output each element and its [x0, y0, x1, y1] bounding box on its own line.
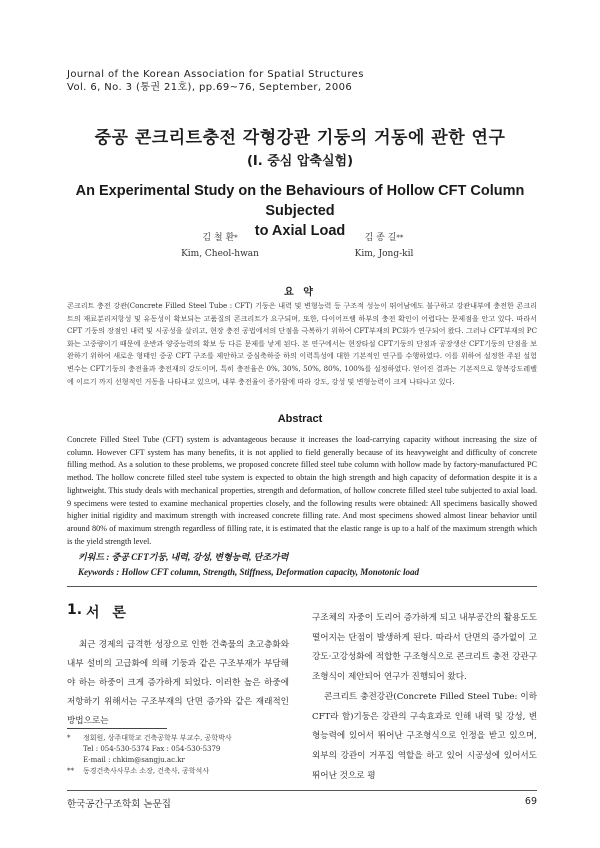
journal-header [67, 68, 364, 94]
section-1-title: 서 론 [86, 605, 130, 621]
footer-journal: 한국공간구조학회 논문집 [67, 799, 171, 810]
title-english-line-1: An Experimental Study on the Behaviours of Hollow CFT Column Subjected [75, 183, 525, 219]
footer-rule [67, 790, 537, 791]
abstract-ko-heading: 요 약 [284, 287, 316, 298]
abstract-en-heading: Abstract [277, 413, 323, 425]
journal-issue: Vol. 6, No. 3 (통권 21호), pp.69~76, September, 2006 [67, 82, 353, 93]
footnote-1-mark: * [67, 734, 71, 742]
author-2-mark: ** [396, 234, 404, 242]
author-1 [170, 230, 270, 262]
footnote-1-line-1: 정회원, 상주대학교 건축공학부 부교수, 공학박사 [83, 734, 232, 742]
body-right-column [312, 609, 537, 786]
title-english [70, 181, 530, 241]
footnote-rule [67, 728, 167, 729]
author-1-name-en: Kim, Cheol-hwan [181, 249, 259, 259]
journal-name: Journal of the Korean Association for Spatial Structures [67, 69, 364, 80]
author-2-name-ko: 김 종 길 [364, 233, 397, 243]
footnote-1-line-2: Tel : 054-530-5374 Fax : 054-530-5379 [83, 745, 221, 753]
page-number: 69 [524, 796, 537, 807]
title-english-line-2: to Axial Load [254, 223, 346, 239]
footnote-2-line-1: 동경건축사사무소 소장, 건축사, 공학석사 [83, 767, 210, 775]
keywords-korean: 키워드 : 중공 CFT기둥, 내력, 강성, 변형능력, 단조가력 [78, 552, 289, 562]
footnote-1-line-3: E-mail : chkim@sangju.ac.kr [83, 756, 185, 764]
body-right-paragraph-2: 콘크리트 충전강관(Concrete Filled Steel Tube: 이하 CFT라 함)기둥은 강관의 구속효과로 인해 내력 및 강성, 변형능력에 있어서 뛰어난 구조형식으로 인정을 받고 있으며, 외부의 강관이 거푸집 역할을 하고 있어 시공성에 있어서도 뛰어난 것으로 평 [312, 691, 537, 781]
title-korean: 중공 콘크리트충전 각형강관 기둥의 거동에 관한 연구 [94, 128, 506, 148]
abstract-ko-text: 콘크리트 충전 강관(Concrete Filled Steel Tube : CFT) 기둥은 내력 및 변형능력 등 구조적 성능이 뛰어남에도 불구하고 강관내부에 충전한 콘크리트의 재료분리저항성 및 유동성이 확보되는 고품질의 콘크리트가 요구되며, 또한, 다이어프램 하부의 충전 확인이 어렵다는 문제점을 안고 있다. 따라서 CFT 기둥의 장점인 내력 및 시공성을 살리고, 현장 충전 공법에서의 단점을 극복하기 위하여 CFT부재의 PC화가 연구되어 왔다. 그러나 CFT부재의 PC화는 고중량이기 때문에 운반과 양중능력의 확보 등 다른 문제를 낳게 된다. 본 연구에서는 현장타설 CFT기둥의 단점과 공장생산 CFT기둥의 단점을 보완하기 위하여 새로운 형태인 중공 CFT 구조를 제안하고 중심축하중 하의 이력특성에 대한 기본적인 연구를 수행하였다. 이를 위하여 설정한 주된 설험변수는 CFT기둥의 충전율과 충전재의 강도이며, 특히 충전율은 0%, 30%, 50%, 80%, 100%를 설정하였다. 얻어진 결과는 기본적으로 항복강도레벨에 이르기 까지 선형적인 거동을 나타내고 있으며, 내부 충전율이 증가함에 따라 강도, 강성 및 변형능력이 크게 나타나고 있다. [67, 301, 537, 386]
author-2-name-en: Kim, Jong-kil [354, 249, 414, 259]
footnote-2-mark: ** [67, 767, 74, 775]
body-right-paragraph-1: 구조체의 자중이 도리어 증가하게 되고 내부공간의 활용도도 떨어지는 단점이 발생하게 된다. 따라서 단면의 증가없이 고강도·고강성화에 적합한 구조형식으로 콘크리트 충전 강관구조형식이 제안되어 연구가 진행되어 왔다. [312, 613, 537, 683]
author-2 [334, 230, 434, 262]
body-left-paragraph: 최근 경제의 급격한 성장으로 인한 건축물의 초고층화와 내부 설비의 고급화에 의해 기둥과 같은 구조부재가 부담해야 하는 하중이 크게 증가하게 되었다. 이러한 높은 하중에 저항하기 위해서는 구조부재의 단면 증가와 같은 재래적인 방법으로는 [67, 640, 289, 726]
subtitle-korean: (I. 중심 압축실험) [246, 154, 354, 169]
keywords-english: Keywords : Hollow CFT column, Strength, Stiffness, Deformation capacity, Monotonic load [78, 567, 420, 577]
footnotes [67, 733, 232, 777]
author-1-mark: * [234, 234, 238, 242]
section-divider [67, 586, 537, 587]
body-left-column [67, 636, 289, 731]
abstract-en-text: Concrete Filled Steel Tube (CFT) system is advantageous because it increases the load-carrying capacity without increasing the size of column. However CFT system has many benefits, it is not applied to field generally because of its heavyweight and difficulty of concrete filling method. As a solution to these problems, we proposed concrete filled steel tube column with hollow made by factory-manufactured PC method. The hollow concrete filled steel tube system is expected to obtain the high strength and high capacity of deformation despite it is a lightweight. This study deals with mechanical properties, strength and deformation, of hollow concrete filled steel tube subjected to axial load. 9 specimens were tested to examine mechanical properties closely, and the following results were obtained: All specimens basically showed higher initial rigidity and maximum strength with increased concrete filling rate. And most specimens showed almost linear behavior until around 80% of maximum strength regardless of filling rate, it is estimated that the elastic range is up to a half of the maximum strength which is the yield strength level. [67, 435, 537, 546]
section-1-number: 1. [67, 602, 83, 618]
author-1-name-ko: 김 철 환 [202, 233, 235, 243]
